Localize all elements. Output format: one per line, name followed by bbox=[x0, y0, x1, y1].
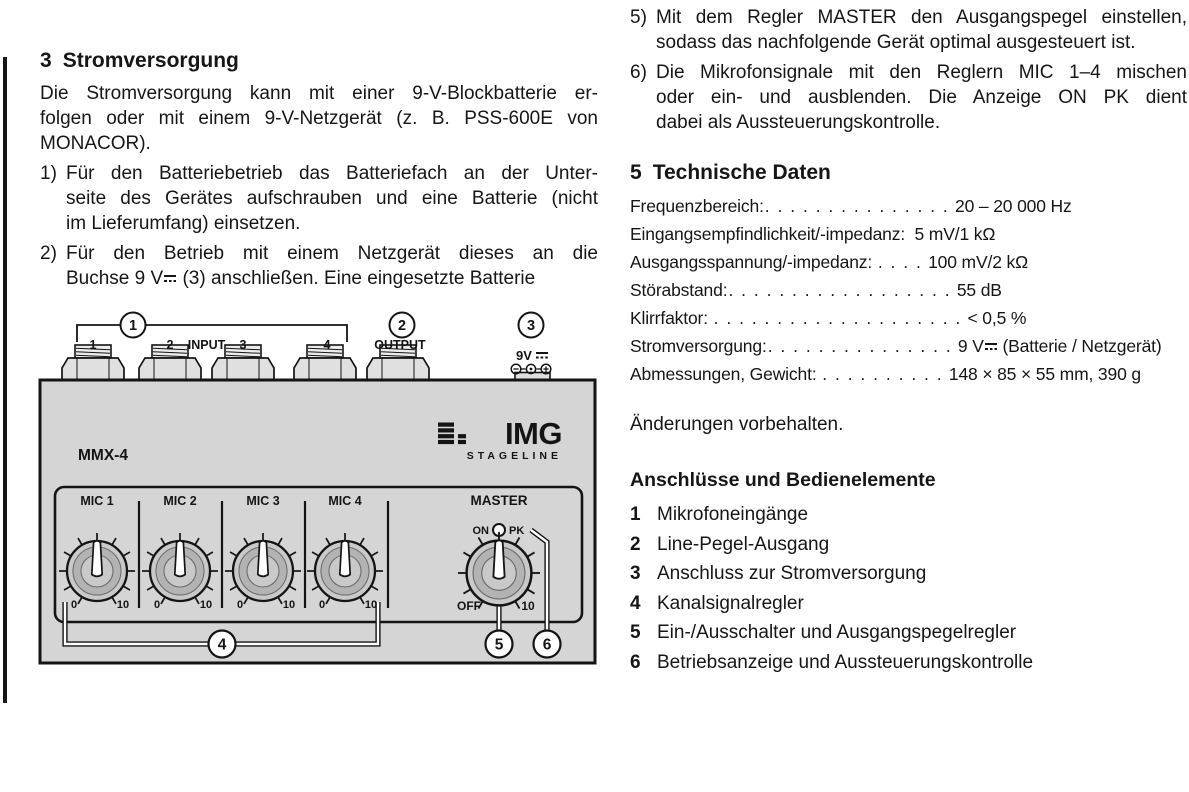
input-label: INPUT bbox=[187, 338, 226, 352]
control-text: Line-Pegel-Ausgang bbox=[657, 533, 830, 555]
callout-3 bbox=[519, 313, 544, 338]
scale-min: 0 bbox=[153, 599, 161, 611]
control-item bbox=[630, 589, 1187, 619]
power-label: 9V bbox=[516, 348, 532, 363]
list-item-line bbox=[66, 266, 598, 291]
list-item-text: (3) anschließen. Eine eingesetzte Batterie bbox=[182, 268, 536, 289]
jack-label-3: 3 bbox=[239, 338, 247, 352]
scale-max: 10 bbox=[364, 599, 378, 611]
spec-label: Störabstand: bbox=[630, 280, 728, 300]
spec-row bbox=[630, 360, 1187, 388]
list-item-line: Für den Batteriebetrieb das Batteriefach an der Unter- bbox=[66, 163, 598, 184]
output-label: OUTPUT bbox=[374, 338, 426, 352]
control-text: Ein-/Ausschalter und Ausgangspegelregler bbox=[657, 622, 1017, 643]
control-item bbox=[630, 559, 1187, 589]
spec-row bbox=[630, 304, 1187, 332]
channel-label-mic4: MIC 4 bbox=[328, 494, 362, 508]
spec-row bbox=[630, 332, 1187, 360]
left-column bbox=[40, 47, 598, 291]
brand-subname: STAGELINE bbox=[466, 450, 562, 462]
spec-label: Frequenzbereich: bbox=[630, 196, 764, 216]
list-item bbox=[630, 5, 1187, 55]
control-text: Betriebsanzeige und Aussteuerungskontrolle bbox=[657, 651, 1034, 673]
callout-6 bbox=[534, 631, 561, 658]
spec-label: Stromversorgung: bbox=[630, 336, 767, 356]
list-item-line: oder ein- und ausblenden. Die Anzeige ON PK dient bbox=[656, 87, 1187, 108]
control-number: 3 bbox=[630, 563, 641, 584]
mixer-diagram bbox=[35, 308, 600, 672]
spec-value: 55 dB bbox=[956, 280, 1002, 300]
intro-paragraph bbox=[40, 81, 598, 156]
spec-row bbox=[630, 248, 1187, 276]
paragraph-line: folgen oder mit einem 9-V-Netzgerät (z. B. PSS-600E von bbox=[40, 108, 598, 129]
scale-min: OFF bbox=[457, 599, 481, 613]
list-item bbox=[630, 60, 1187, 135]
callout-1 bbox=[121, 313, 146, 338]
section-number: 5 bbox=[630, 161, 642, 184]
channel-label-mic1: MIC 1 bbox=[80, 494, 114, 508]
right-column bbox=[630, 5, 1187, 677]
svg-text:2: 2 bbox=[397, 318, 407, 334]
list-item bbox=[40, 241, 598, 291]
spec-value: 148 × 85 × 55 mm, 390 g bbox=[948, 364, 1141, 384]
channel-label-master: MASTER bbox=[470, 493, 528, 508]
jack-label-2: 2 bbox=[166, 338, 174, 352]
channel-label-mic3: MIC 3 bbox=[246, 494, 280, 508]
list-item-number: 5) bbox=[630, 7, 647, 28]
spec-value: 9 V bbox=[957, 336, 984, 356]
svg-text:1: 1 bbox=[128, 318, 138, 334]
spec-value: (Batterie / Netzgerät) bbox=[1002, 336, 1162, 356]
section-title: Technische Daten bbox=[652, 161, 831, 184]
svg-text:4: 4 bbox=[217, 636, 227, 654]
spec-value: < 0,5 % bbox=[967, 308, 1027, 328]
led-pk-label: PK bbox=[509, 525, 525, 537]
callout-2 bbox=[390, 313, 415, 338]
control-number: 2 bbox=[630, 533, 641, 555]
spec-row bbox=[630, 192, 1187, 220]
list-item-line: sodass das nachfolgende Gerät optimal ausgesteuert ist. bbox=[656, 32, 1136, 53]
list-item-line: seite des Gerätes aufschrauben und eine Batterie (nicht bbox=[66, 188, 598, 209]
paragraph-line: MONACOR). bbox=[40, 133, 151, 154]
scale-min: 0 bbox=[236, 599, 244, 611]
scale-min: 0 bbox=[318, 599, 326, 611]
control-number: 5 bbox=[630, 622, 641, 643]
list-item-line: dabei als Aussteuerungskontrolle. bbox=[656, 112, 941, 133]
svg-text:6: 6 bbox=[542, 636, 552, 654]
jack-label-4: 4 bbox=[323, 338, 331, 352]
list-item-line: im Lieferumfang) einsetzen. bbox=[66, 213, 301, 234]
scale-max: 10 bbox=[199, 599, 213, 611]
spec-value: 20 – 20 000 Hz bbox=[955, 196, 1072, 216]
control-item bbox=[630, 530, 1187, 560]
control-text: Mikrofoneingänge bbox=[657, 504, 809, 525]
dc-icon bbox=[984, 342, 998, 351]
dc-icon bbox=[536, 353, 548, 358]
list-item-line: Für den Betrieb mit einem Netzgerät dieses an die bbox=[66, 243, 598, 264]
spec-row bbox=[630, 220, 1187, 248]
spec-label: Abmessungen, Gewicht: bbox=[630, 364, 817, 384]
list-item bbox=[40, 161, 598, 236]
list-item-number: 1) bbox=[40, 163, 57, 184]
brand-name: IMG bbox=[504, 416, 562, 451]
spec-value: 5 mV/1 kΩ bbox=[914, 224, 996, 244]
list-item-number: 6) bbox=[630, 62, 647, 83]
list-item-line: Die Mikrofonsignale mit den Reglern MIC 1–4 mischen bbox=[656, 62, 1187, 83]
spec-row bbox=[630, 276, 1187, 304]
dot-leader: . . . . . . . . . . bbox=[822, 364, 944, 384]
model-label: MMX-4 bbox=[78, 447, 128, 464]
scale-min: 0 bbox=[70, 599, 78, 611]
dot-leader: . . . . . . . . . . . . . . . bbox=[764, 196, 950, 216]
spec-list bbox=[630, 192, 1187, 388]
scale-max: 10 bbox=[521, 599, 535, 613]
section-number: 3 bbox=[40, 49, 52, 72]
dot-leader: . . . . . . . . . . . . . . . . . . . . bbox=[713, 308, 962, 328]
revision-note: Änderungen vorbehalten. bbox=[630, 414, 844, 435]
spec-value: 100 mV/2 kΩ bbox=[928, 252, 1029, 272]
paragraph-line: Die Stromversorgung kann mit einer 9-V-Blockbatterie er- bbox=[40, 83, 598, 104]
control-item bbox=[630, 500, 1187, 530]
control-number: 6 bbox=[630, 651, 641, 673]
dot-leader: . . . . . . . . . . . . . . . bbox=[767, 336, 953, 356]
list-item-text: Buchse 9 V bbox=[66, 268, 164, 289]
list-item-number: 2) bbox=[40, 243, 57, 264]
callout-4 bbox=[209, 631, 236, 658]
control-item bbox=[630, 618, 1187, 648]
section-3-heading bbox=[40, 47, 598, 75]
svg-text:3: 3 bbox=[526, 318, 536, 334]
spec-label: Klirrfaktor: bbox=[630, 308, 708, 328]
led-on-label: ON bbox=[472, 525, 489, 537]
dc-icon bbox=[163, 274, 177, 283]
section-title: Stromversorgung bbox=[62, 49, 239, 72]
page-edge-rule bbox=[3, 57, 7, 703]
dot-leader: . . . . . . . . . . . . . . . . . . bbox=[728, 280, 952, 300]
spec-label: Eingangsempfindlichkeit/-impedanz: bbox=[630, 224, 906, 244]
dot-leader: . . . . bbox=[877, 252, 923, 272]
spec-label: Ausgangsspannung/-impedanz: bbox=[630, 252, 873, 272]
channel-label-mic2: MIC 2 bbox=[163, 494, 197, 508]
controls-heading: Anschlüsse und Bedienelemente bbox=[630, 469, 936, 491]
scale-max: 10 bbox=[282, 599, 296, 611]
svg-text:5: 5 bbox=[494, 636, 504, 654]
section-5-heading bbox=[630, 159, 1187, 187]
control-text: Anschluss zur Stromversorgung bbox=[657, 563, 927, 584]
jack-label-1: 1 bbox=[89, 338, 97, 352]
callout-5 bbox=[486, 631, 513, 658]
scale-max: 10 bbox=[116, 599, 130, 611]
controls-list bbox=[630, 500, 1187, 677]
control-number: 1 bbox=[630, 504, 641, 525]
control-number: 4 bbox=[630, 592, 641, 614]
control-text: Kanalsignalregler bbox=[657, 592, 804, 614]
list-item-line: Mit dem Regler MASTER den Ausgangspegel einstellen, bbox=[656, 7, 1187, 28]
control-item bbox=[630, 648, 1187, 678]
